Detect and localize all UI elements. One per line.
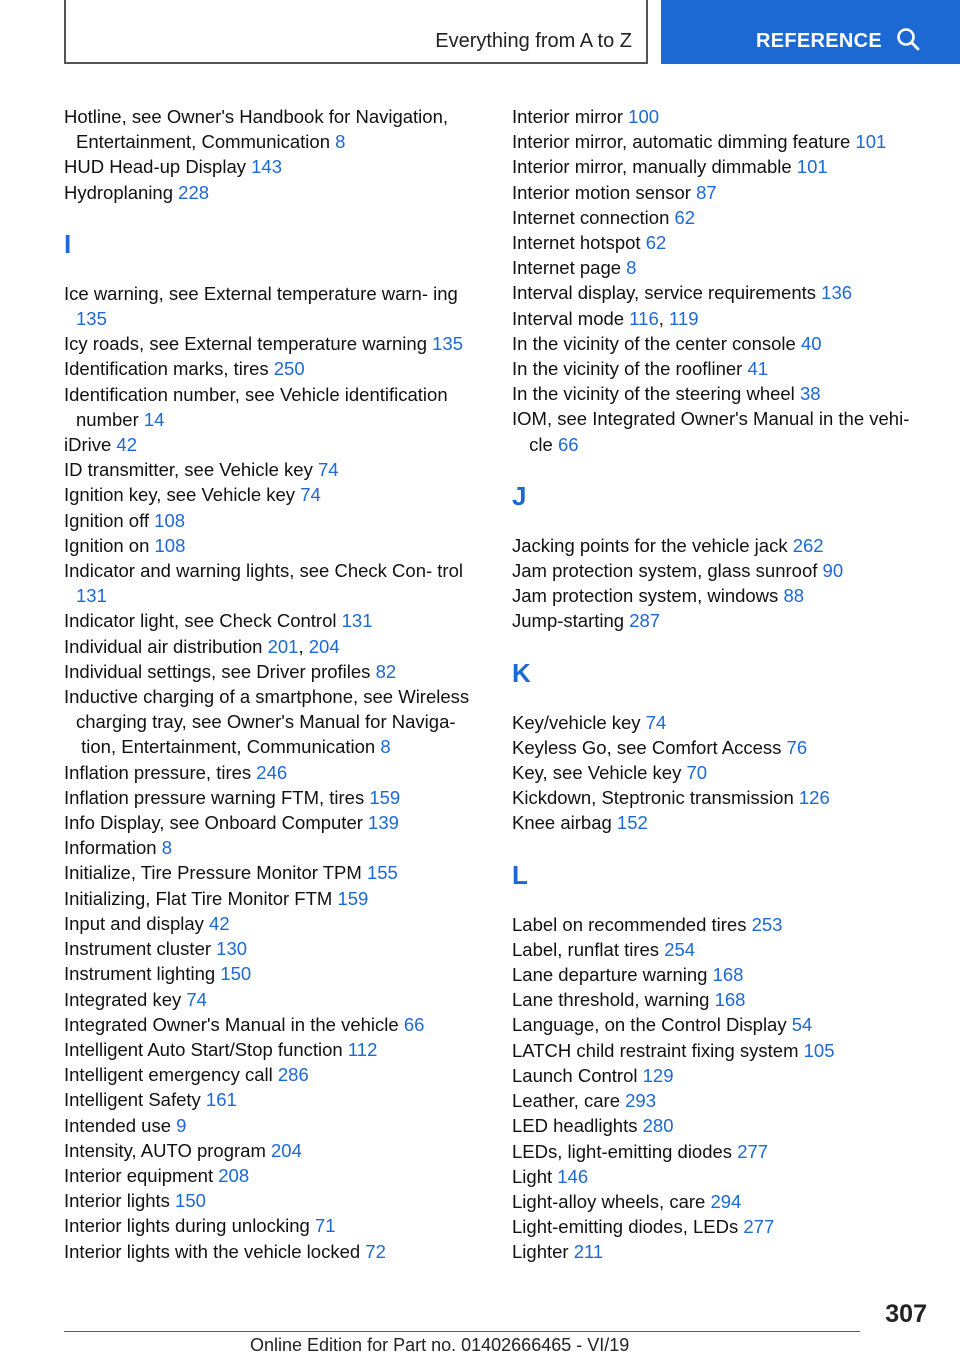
section-title: Everything from A to Z bbox=[435, 30, 632, 52]
index-entry-text: Hydroplaning bbox=[64, 181, 179, 203]
index-entry bbox=[512, 406, 932, 456]
index-entry bbox=[64, 457, 484, 482]
index-entry-text: Intelligent Safety bbox=[64, 1089, 206, 1111]
page-link[interactable]: 228 bbox=[178, 181, 210, 203]
page-link[interactable]: 14 bbox=[143, 408, 165, 430]
index-entry bbox=[512, 104, 932, 129]
index-entry bbox=[512, 1139, 932, 1164]
index-letter-heading: I bbox=[64, 228, 72, 259]
page-link[interactable]: 54 bbox=[791, 1014, 813, 1036]
index-entry bbox=[64, 432, 484, 457]
index-entry bbox=[512, 760, 932, 785]
page-link[interactable]: 135 bbox=[432, 333, 463, 355]
page-link[interactable]: 82 bbox=[375, 660, 397, 682]
index-entry-text: Kickdown, Steptronic transmission bbox=[512, 787, 799, 809]
index-entry-text: Icy roads, see External temperature warning bbox=[64, 333, 433, 355]
page-link[interactable]: 42 bbox=[116, 434, 137, 456]
index-entry bbox=[512, 1012, 932, 1037]
index-entry-text: Intended use bbox=[64, 1114, 177, 1136]
index-entry-text: Light-alloy wheels, care bbox=[512, 1190, 711, 1212]
index-entry bbox=[64, 482, 484, 507]
index-entry bbox=[512, 1189, 932, 1214]
index-entry bbox=[64, 331, 484, 356]
page-link[interactable]: 108 bbox=[154, 509, 186, 531]
page-link[interactable]: 74 bbox=[645, 711, 667, 733]
index-entry bbox=[512, 1088, 932, 1113]
page-link[interactable]: 116 bbox=[629, 307, 659, 329]
page-link[interactable]: 201 bbox=[267, 635, 299, 657]
index-entry-text: Jam protection system, windows bbox=[512, 585, 784, 607]
index-entry bbox=[512, 381, 932, 406]
index-entry bbox=[64, 936, 484, 961]
index-entry bbox=[512, 583, 932, 608]
index-entry-text: Key/vehicle key bbox=[512, 711, 646, 733]
index-entry bbox=[512, 154, 932, 179]
page-link[interactable]: 90 bbox=[822, 560, 844, 582]
page-link[interactable]: 70 bbox=[686, 762, 708, 784]
index-entry bbox=[512, 533, 932, 558]
index-entry bbox=[512, 912, 932, 937]
index-entry bbox=[64, 684, 484, 760]
index-entry bbox=[512, 785, 932, 810]
page-link[interactable]: 126 bbox=[798, 787, 830, 809]
index-entry bbox=[64, 785, 484, 810]
page-link[interactable]: 74 bbox=[300, 484, 321, 506]
index-entry-text: Ice warning, see External temperature warn- ing bbox=[64, 282, 458, 304]
page-link[interactable]: 74 bbox=[317, 459, 339, 481]
page-link[interactable]: 294 bbox=[710, 1190, 742, 1212]
page-link[interactable]: 208 bbox=[218, 1164, 250, 1186]
index-entry-text: Interior mirror bbox=[512, 106, 629, 127]
page-link[interactable]: 168 bbox=[712, 964, 744, 986]
edition-footer: Online Edition for Part no. 01402666465 - VI/19 bbox=[250, 1335, 630, 1355]
index-entry bbox=[64, 154, 484, 179]
page-link[interactable]: 262 bbox=[792, 534, 824, 556]
index-letter-heading: L bbox=[512, 859, 528, 890]
index-entry bbox=[512, 810, 932, 835]
page-link[interactable]: 108 bbox=[154, 534, 186, 556]
reference-label: REFERENCE bbox=[756, 30, 883, 52]
page-link[interactable]: 88 bbox=[783, 585, 805, 607]
index-entry-text: LATCH child restraint fixing system bbox=[512, 1039, 804, 1061]
index-entry-text: Interior equipment bbox=[64, 1164, 219, 1186]
index-entry-text: Lane departure warning bbox=[512, 964, 713, 986]
index-entry-text: ID transmitter, see Vehicle key bbox=[64, 459, 318, 481]
index-entry-text: Intelligent emergency call bbox=[64, 1064, 278, 1086]
index-entry-text: Light bbox=[512, 1165, 558, 1187]
index-entry-text: Initializing, Flat Tire Monitor FTM bbox=[64, 887, 338, 909]
index-entry-text: Integrated Owner's Manual in the vehicle bbox=[64, 1013, 404, 1035]
index-entry bbox=[512, 331, 932, 356]
index-entry bbox=[512, 962, 932, 987]
index-entry bbox=[512, 735, 932, 760]
page-link[interactable]: 119 bbox=[669, 307, 699, 329]
index-entry-text: Ignition off bbox=[64, 509, 155, 531]
index-entry bbox=[64, 1087, 484, 1112]
page-link[interactable]: 135 bbox=[76, 308, 107, 330]
page-link[interactable]: 277 bbox=[737, 1140, 769, 1162]
index-entry-text: Information bbox=[64, 837, 162, 859]
page-link[interactable]: 146 bbox=[557, 1165, 589, 1187]
index-entry bbox=[512, 1164, 932, 1189]
index-entry-text: In the vicinity of the steering wheel bbox=[512, 383, 800, 405]
page-link[interactable]: 101 bbox=[855, 131, 887, 153]
index-entry-text: Hotline, see Owner's Handbook for Navigation, Entertainment, Communication bbox=[64, 106, 449, 153]
index-entry-text: Integrated key bbox=[64, 988, 187, 1010]
index-entry-text: iDrive bbox=[64, 434, 117, 456]
index-entry: Interval mode 116, 119 bbox=[512, 307, 699, 329]
page-link[interactable]: 131 bbox=[341, 610, 373, 632]
page-link[interactable]: 139 bbox=[368, 812, 399, 834]
index-entry bbox=[64, 533, 484, 558]
index-entry-text: Initialize, Tire Pressure Monitor TPM bbox=[64, 862, 367, 884]
index-entry bbox=[64, 1037, 484, 1062]
index-entry-text: Internet connection bbox=[512, 206, 675, 228]
index-entry-text: Interior lights bbox=[64, 1190, 176, 1212]
index-entry bbox=[64, 1163, 484, 1188]
index-entry-text: Lane threshold, warning bbox=[512, 989, 715, 1011]
page-link[interactable]: 130 bbox=[216, 938, 248, 960]
index-entry bbox=[64, 281, 484, 331]
page-link[interactable]: 159 bbox=[337, 887, 369, 909]
index-entry-text: LEDs, light-emitting diodes bbox=[512, 1140, 738, 1162]
index-entry-text: Label, runflat tires bbox=[512, 938, 665, 960]
page-link[interactable]: 277 bbox=[743, 1216, 775, 1238]
index-letter-heading: J bbox=[512, 480, 527, 511]
index-entry bbox=[64, 382, 484, 432]
index-entry bbox=[64, 911, 484, 936]
page-link[interactable]: 101 bbox=[796, 156, 828, 178]
index-entry-text: LED headlights bbox=[512, 1115, 643, 1137]
index-entry: Individual air distribution 201, 204 bbox=[64, 635, 340, 657]
page-link[interactable]: 74 bbox=[186, 988, 207, 1010]
index-entry bbox=[64, 987, 484, 1012]
page-link[interactable]: 100 bbox=[628, 106, 660, 127]
index-entry bbox=[64, 104, 484, 154]
index-entry-text: Interval display, service requirements bbox=[512, 282, 822, 304]
index-entry-text: Inflation pressure warning FTM, tires bbox=[64, 786, 370, 808]
page-link[interactable]: 204 bbox=[308, 635, 340, 657]
index-entry-text: Input and display bbox=[64, 912, 210, 934]
page-link[interactable]: 152 bbox=[616, 812, 648, 834]
page-link[interactable]: 143 bbox=[251, 156, 282, 178]
index-entry bbox=[64, 558, 484, 608]
index-entry bbox=[64, 1188, 484, 1213]
page-link[interactable]: 287 bbox=[629, 610, 661, 632]
search-icon[interactable] bbox=[895, 27, 921, 53]
index-entry-text: Label on recommended tires bbox=[512, 913, 752, 935]
index-entry bbox=[512, 129, 932, 154]
index-entry-text: Individual air distribution bbox=[64, 635, 268, 657]
page-link[interactable]: 254 bbox=[664, 938, 696, 960]
index-entry bbox=[512, 608, 932, 633]
page-link[interactable]: 168 bbox=[714, 989, 746, 1011]
index-entry bbox=[64, 608, 484, 633]
index-letter-heading: K bbox=[512, 657, 531, 688]
index-entry-text: Jam protection system, glass sunroof bbox=[512, 560, 823, 582]
index-entry-text: Internet page bbox=[512, 257, 627, 279]
index-entry-text: Internet hotspot bbox=[512, 232, 646, 254]
index-entry bbox=[64, 1062, 484, 1087]
page-link[interactable]: 112 bbox=[347, 1038, 378, 1060]
index-entry-text: Interior mirror, manually dimmable bbox=[512, 156, 797, 178]
page-link[interactable]: 8 bbox=[626, 257, 637, 279]
index-entry bbox=[512, 356, 932, 381]
index-entry bbox=[64, 1213, 484, 1238]
index-entry-text: Lighter bbox=[512, 1241, 574, 1263]
page-link[interactable]: 66 bbox=[403, 1013, 425, 1035]
page-link[interactable]: 42 bbox=[209, 912, 230, 934]
index-entry bbox=[512, 710, 932, 735]
index-entry-text: Knee airbag bbox=[512, 812, 617, 834]
index-entry bbox=[512, 180, 932, 205]
index-entry-text: IOM, see Integrated Owner's Manual in the vehi- cle bbox=[512, 408, 910, 455]
index-entry-text: Ignition on bbox=[64, 534, 155, 556]
index-entry bbox=[512, 1038, 932, 1063]
index-entry-text: Info Display, see Onboard Computer bbox=[64, 812, 369, 834]
index-entry bbox=[512, 987, 932, 1012]
index-entry-text: HUD Head-up Display bbox=[64, 156, 252, 178]
page-link[interactable]: 155 bbox=[366, 862, 398, 884]
index-entry-text: Interior mirror, automatic dimming feature bbox=[512, 131, 856, 153]
index-entry bbox=[64, 356, 484, 381]
page-link[interactable]: 8 bbox=[380, 736, 391, 758]
index-entry bbox=[512, 1214, 932, 1239]
index-entry-text: Light-emitting diodes, LEDs bbox=[512, 1216, 744, 1238]
page-link[interactable]: 66 bbox=[557, 433, 579, 455]
index-entry-text: Identification marks, tires bbox=[64, 358, 274, 380]
index-entry-text: Interior motion sensor bbox=[512, 181, 697, 203]
page-link[interactable]: 150 bbox=[220, 963, 252, 985]
page-link[interactable]: 129 bbox=[642, 1064, 674, 1086]
index-entry bbox=[64, 180, 484, 205]
page-link[interactable]: 87 bbox=[696, 181, 717, 203]
index-entry bbox=[512, 230, 932, 255]
page-link[interactable]: 211 bbox=[573, 1241, 604, 1263]
page-link[interactable]: 293 bbox=[625, 1090, 657, 1112]
page-link[interactable]: 280 bbox=[642, 1115, 674, 1137]
page-link[interactable]: 253 bbox=[751, 913, 783, 935]
index-entry bbox=[512, 1239, 932, 1264]
reference-tab[interactable] bbox=[661, 0, 960, 64]
index-entry-text: Intensity, AUTO program bbox=[64, 1139, 272, 1161]
index-entry bbox=[512, 937, 932, 962]
index-entry-text: Jacking points for the vehicle jack bbox=[512, 534, 793, 556]
index-entry bbox=[512, 1063, 932, 1088]
index-entry bbox=[64, 508, 484, 533]
page-link[interactable]: 62 bbox=[645, 232, 667, 254]
index-entry bbox=[64, 835, 484, 860]
page-link[interactable]: 38 bbox=[799, 383, 821, 405]
header-section-box bbox=[64, 0, 648, 64]
index-entry-text: In the vicinity of the roofliner bbox=[512, 358, 748, 380]
index-entry-text: Interior lights with the vehicle locked bbox=[64, 1240, 366, 1262]
page-link[interactable]: 131 bbox=[76, 585, 107, 607]
index-entry-text: Language, on the Control Display bbox=[512, 1014, 792, 1036]
index-entry-text: Indicator and warning lights, see Check Con- trol bbox=[64, 560, 463, 582]
page-link[interactable]: 136 bbox=[821, 282, 853, 304]
index-entry-text: Inflation pressure, tires bbox=[64, 761, 257, 783]
page-link[interactable]: 8 bbox=[335, 131, 346, 153]
page-link[interactable]: 71 bbox=[314, 1215, 336, 1237]
index-entry-text: Launch Control bbox=[512, 1064, 643, 1086]
index-entry-text: Key, see Vehicle key bbox=[512, 762, 687, 784]
index-entry bbox=[64, 860, 484, 885]
index-column-left bbox=[64, 104, 484, 1264]
index-entry-text: Inductive charging of a smartphone, see Wireless charging tray, see Owner's Manual for Naviga- tion, Entertainment, Communication bbox=[64, 686, 470, 758]
index-entry-text: Jump-starting bbox=[512, 610, 630, 632]
index-entry bbox=[512, 205, 932, 230]
index-entry-text: Instrument cluster bbox=[64, 938, 217, 960]
page-link[interactable]: 150 bbox=[175, 1190, 206, 1212]
page-link[interactable]: 159 bbox=[369, 786, 401, 808]
index-entry bbox=[64, 760, 484, 785]
page-number: 307 bbox=[885, 1300, 927, 1328]
page-link[interactable]: 161 bbox=[205, 1089, 237, 1111]
index-entry-text: Interior lights during unlocking bbox=[64, 1215, 315, 1237]
index-entry bbox=[512, 1113, 932, 1138]
index-entry bbox=[512, 558, 932, 583]
index-entry bbox=[64, 1138, 484, 1163]
footer-divider bbox=[64, 1331, 860, 1332]
page-link[interactable]: 8 bbox=[161, 837, 172, 859]
page-link[interactable]: 286 bbox=[277, 1064, 309, 1086]
index-entry-text: Identification number, see Vehicle identification number bbox=[64, 383, 448, 430]
index-entry bbox=[64, 1113, 484, 1138]
page-link[interactable]: 105 bbox=[803, 1039, 835, 1061]
index-entry-text: Intelligent Auto Start/Stop function bbox=[64, 1038, 348, 1060]
index-entry bbox=[64, 886, 484, 911]
index-entry bbox=[64, 810, 484, 835]
index-entry bbox=[512, 280, 932, 305]
page-link[interactable]: 40 bbox=[800, 332, 822, 354]
index-column-right bbox=[512, 104, 932, 1265]
index-entry bbox=[64, 1012, 484, 1037]
index-entry-text: Instrument lighting bbox=[64, 963, 221, 985]
page-link[interactable]: 72 bbox=[365, 1240, 386, 1262]
page-link[interactable]: 41 bbox=[747, 358, 769, 380]
page-link[interactable]: 62 bbox=[674, 206, 696, 228]
index-entry bbox=[64, 659, 484, 684]
index-entry bbox=[64, 961, 484, 986]
page-link[interactable]: 204 bbox=[271, 1139, 302, 1161]
index-entry bbox=[64, 1239, 484, 1264]
index-entry-text: Leather, care bbox=[512, 1090, 626, 1112]
page-link[interactable]: 250 bbox=[273, 358, 305, 380]
page-link[interactable]: 9 bbox=[176, 1114, 187, 1136]
index-entry-text: Keyless Go, see Comfort Access bbox=[512, 736, 787, 758]
page-link[interactable]: 246 bbox=[256, 761, 288, 783]
index-entry-text: Indicator light, see Check Control bbox=[64, 610, 342, 632]
index-entry-text: Ignition key, see Vehicle key bbox=[64, 484, 301, 506]
page-link[interactable]: 76 bbox=[786, 736, 808, 758]
index-entry bbox=[512, 255, 932, 280]
index-entry-text: In the vicinity of the center console bbox=[512, 332, 801, 354]
index-entry-text: Individual settings, see Driver profiles bbox=[64, 660, 376, 682]
index-entry-text: Interval mode bbox=[512, 307, 630, 329]
